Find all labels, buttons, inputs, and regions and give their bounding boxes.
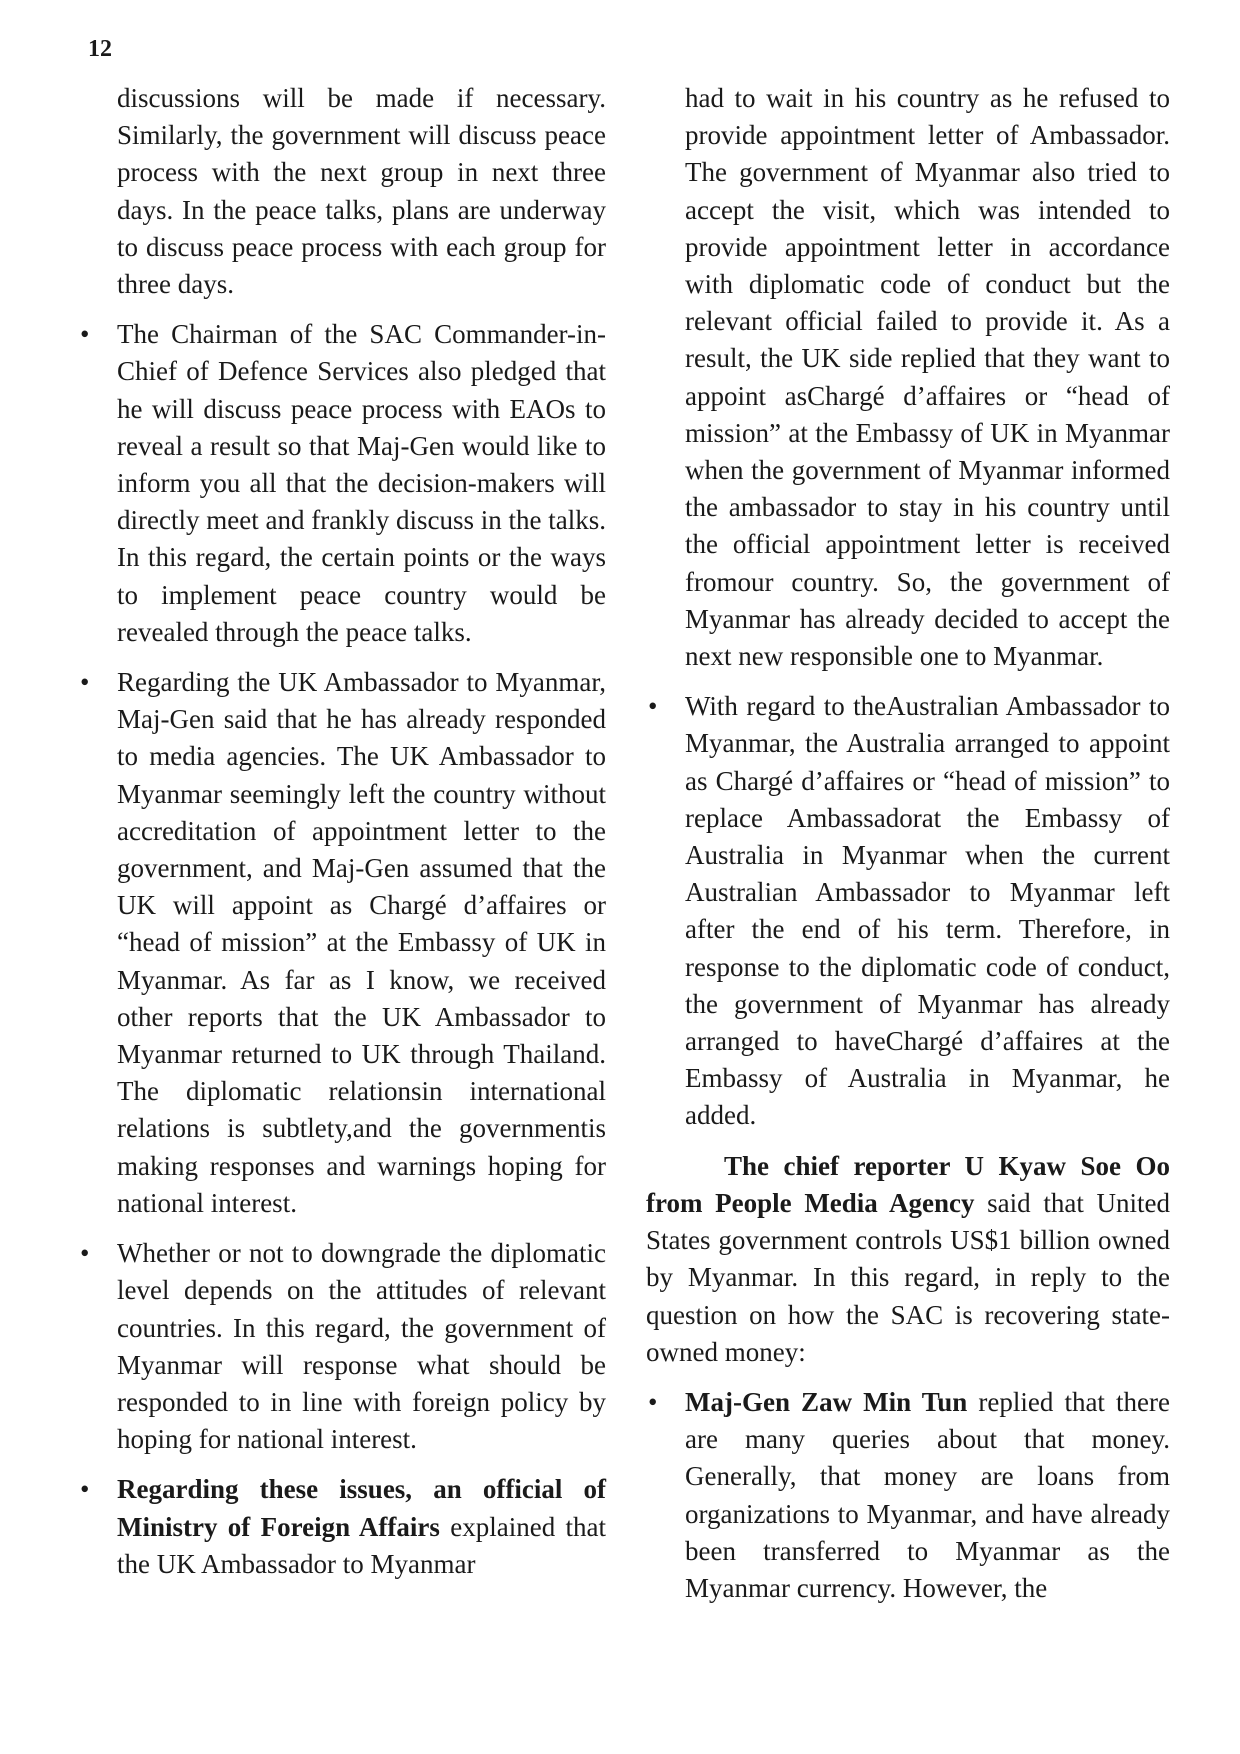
left-bullet-list [78,316,606,1583]
bold-lead: Maj-Gen Zaw Min Tun [685,1386,968,1417]
bold-lead: The chief reporter U Kyaw Soe Oo from People Media Agency [646,1150,1170,1218]
bullet-text [685,1384,1170,1607]
reporter-paragraph [646,1148,1170,1371]
bullet-item [78,316,606,651]
bullet-item [646,688,1170,1134]
bullet-text: • The Chairman of the SAC Commander-in-Chief of Defence Services also pledged that he will discuss peace process with EAOs to reveal a result so that Maj-Gen would like to inform you all that the decision-makers will directly meet and frankly discuss in the talks. In this regard, the certain points or the ways to implement peace country would be revealed through the peace talks. [117,319,606,647]
bullet-item [78,664,606,1222]
bullet-item [646,1384,1170,1607]
paragraph-text-rest: said that United States government controls US$1 billion owned by Myanmar. In this regard, in reply to the question on how the SAC is recovering state-owned money: [646,1187,1170,1367]
page-number: 12 [88,36,112,62]
right-lead-paragraph: had to wait in his country as he refused to provide appointment letter of Ambassador. The government of Myanmar also tried to accept the visit, which was intended to provide appointment letter in accordance with diplomatic code of conduct but the relevant official failed to provide it. As a result, the UK side replied that they want to appoint asChargé d’affaires or “head of mission” at the Embassy of UK in Myanmar when the government of Myanmar informed the ambassador to stay in his country until the official appointment letter is received fromour country. So, the government of Myanmar has already decided to accept the next new responsible one to Myanmar. [685,83,1170,672]
right-column [646,80,1170,1607]
bold-lead: Regarding these issues, an official of Ministry of Foreign Affairs [117,1474,606,1542]
bullet-item [78,1471,606,1583]
bullet-item [78,1235,606,1458]
left-column [78,80,606,1583]
bullet-text: • With regard to theAustralian Ambassador to Myanmar, the Australia arranged to appoint as Chargé d’affaires or “head of mission” to replace Ambassadorat the Embassy of Australia in Myanmar when the current Australian Ambassador to Myanmar left after the end of his term. Therefore, in response to the diplomatic code of conduct, the government of Myanmar has already arranged to haveChargé d’affaires at the Embassy of Australia in Myanmar, he added. [685,691,1170,1131]
right-bullet-list [646,688,1170,1134]
right-bullet-list-2 [646,1384,1170,1607]
bullet-text-rest: replied that there are many queries about that money. Generally, that money are loans from organizations to Myanmar, and have already been transferred to Myanmar as the Myanmar currency. However, the [685,1386,1170,1603]
bullet-text-rest: explained that the UK Ambassador to Myanmar [117,1511,607,1579]
bullet-text: • Regarding the UK Ambassador to Myanmar, Maj-Gen said that he has already responded to media agencies. The UK Ambassador to Myanmar seemingly left the country without accreditation of appointment letter to the government, and Maj-Gen assumed that the UK will appoint as Chargé d’affaires or “head of mission” at the Embassy of UK in Myanmar. As far as I know, we received other reports that the UK Ambassador to Myanmar returned to UK through Thailand. The diplomatic relationsin international relations is subtlety,and the governmentis making responses and warnings hoping for national interest. [117,667,606,1218]
left-lead-paragraph: discussions will be made if necessary. Similarly, the government will discuss peace process with the next group in next three days. In the peace talks, plans are underway to discuss peace process with each group for three days. [117,83,606,300]
bullet-text [117,1471,606,1583]
bullet-text: • Whether or not to downgrade the diplomatic level depends on the attitudes of relevant countries. In this regard, the government of Myanmar will response what should be responded to in line with foreign policy by hoping for national interest. [117,1238,606,1455]
